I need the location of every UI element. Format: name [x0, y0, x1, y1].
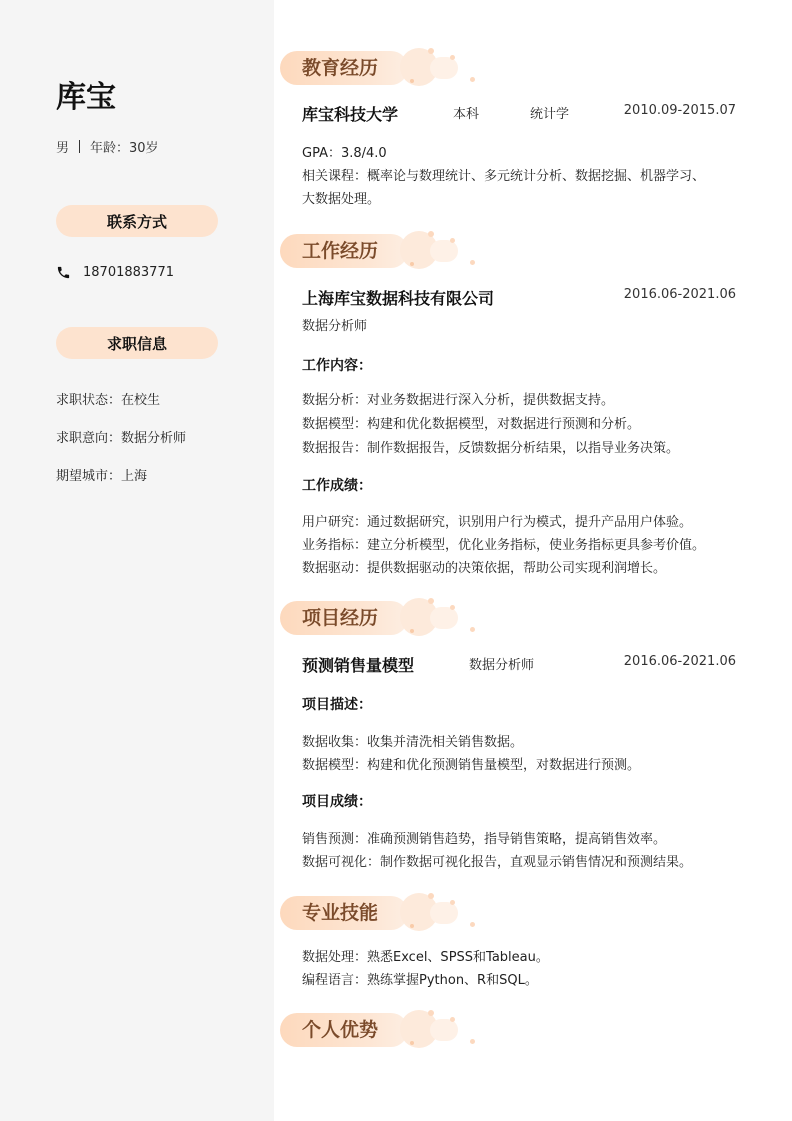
degree: 本科	[453, 107, 480, 122]
job-heading: 求职信息	[56, 327, 218, 359]
section-advantage	[280, 1013, 480, 1047]
section-title: 个人优势	[302, 1019, 379, 1041]
list-item: 数据报告：制作数据报告，反馈数据分析结果，以指导业务决策。	[302, 441, 680, 456]
divider	[79, 140, 80, 153]
list-item: 业务指标：建立分析模型，优化业务指标，使业务指标更具参考价值。	[302, 538, 706, 553]
courses-line-2: 大数据处理。	[302, 192, 381, 207]
section-title: 项目经历	[302, 607, 379, 629]
project-achieve-title: 项目成绩：	[302, 794, 372, 810]
phone-number: 18701883771	[83, 265, 174, 280]
work-period: 2016.06-2021.06	[623, 287, 736, 302]
job-intent: 求职意向：数据分析师	[56, 431, 187, 446]
sidebar	[0, 0, 274, 1121]
list-item: 用户研究：通过数据研究，识别用户行为模式，提升产品用户体验。	[302, 515, 693, 530]
project-desc-title: 项目描述：	[302, 697, 372, 713]
position: 数据分析师	[302, 319, 368, 334]
list-item: 编程语言：熟练掌握Python、R和SQL。	[302, 973, 538, 988]
school-name: 库宝科技大学	[302, 105, 399, 124]
education-period: 2010.09-2015.07	[623, 103, 736, 118]
work-achieve-title: 工作成绩：	[302, 478, 372, 494]
list-item: 数据分析：对业务数据进行深入分析，提供数据支持。	[302, 393, 615, 408]
list-item: 数据模型：构建和优化数据模型，对数据进行预测和分析。	[302, 417, 641, 432]
list-item: 销售预测：准确预测销售趋势，指导销售策略，提高销售效率。	[302, 832, 667, 847]
candidate-name: 库宝	[56, 80, 116, 115]
list-item: 数据收集：收集并清洗相关销售数据。	[302, 735, 524, 750]
list-item: 数据可视化：制作数据可视化报告，直观显示销售情况和预测结果。	[302, 855, 693, 870]
project-period: 2016.06-2021.06	[623, 654, 736, 669]
age: 年龄：30岁	[90, 141, 159, 156]
section-skills	[280, 896, 480, 930]
section-education	[280, 51, 480, 85]
section-project	[280, 601, 480, 635]
major: 统计学	[530, 107, 570, 122]
basic-info	[56, 137, 159, 156]
section-work	[280, 234, 480, 268]
phone-icon	[56, 265, 71, 280]
section-title: 专业技能	[302, 902, 379, 924]
project-role: 数据分析师	[469, 658, 535, 673]
gender: 男	[56, 141, 70, 156]
gpa: GPA：3.8/4.0	[302, 146, 387, 161]
phone-row	[56, 265, 174, 280]
courses-line-1: 相关课程：概率论与数理统计、多元统计分析、数据挖掘、机器学习、	[302, 169, 706, 184]
list-item: 数据模型：构建和优化预测销售量模型，对数据进行预测。	[302, 758, 641, 773]
contact-heading: 联系方式	[56, 205, 218, 237]
section-title: 教育经历	[302, 57, 379, 79]
project-name: 预测销售量模型	[302, 656, 415, 675]
company-name: 上海库宝数据科技有限公司	[302, 289, 495, 308]
list-item: 数据驱动：提供数据驱动的决策依据，帮助公司实现利润增长。	[302, 561, 667, 576]
job-city: 期望城市：上海	[56, 469, 148, 484]
work-content-title: 工作内容：	[302, 358, 372, 374]
list-item: 数据处理：熟悉Excel、SPSS和Tableau。	[302, 950, 549, 965]
job-status: 求职状态：在校生	[56, 393, 161, 408]
section-title: 工作经历	[302, 240, 379, 262]
